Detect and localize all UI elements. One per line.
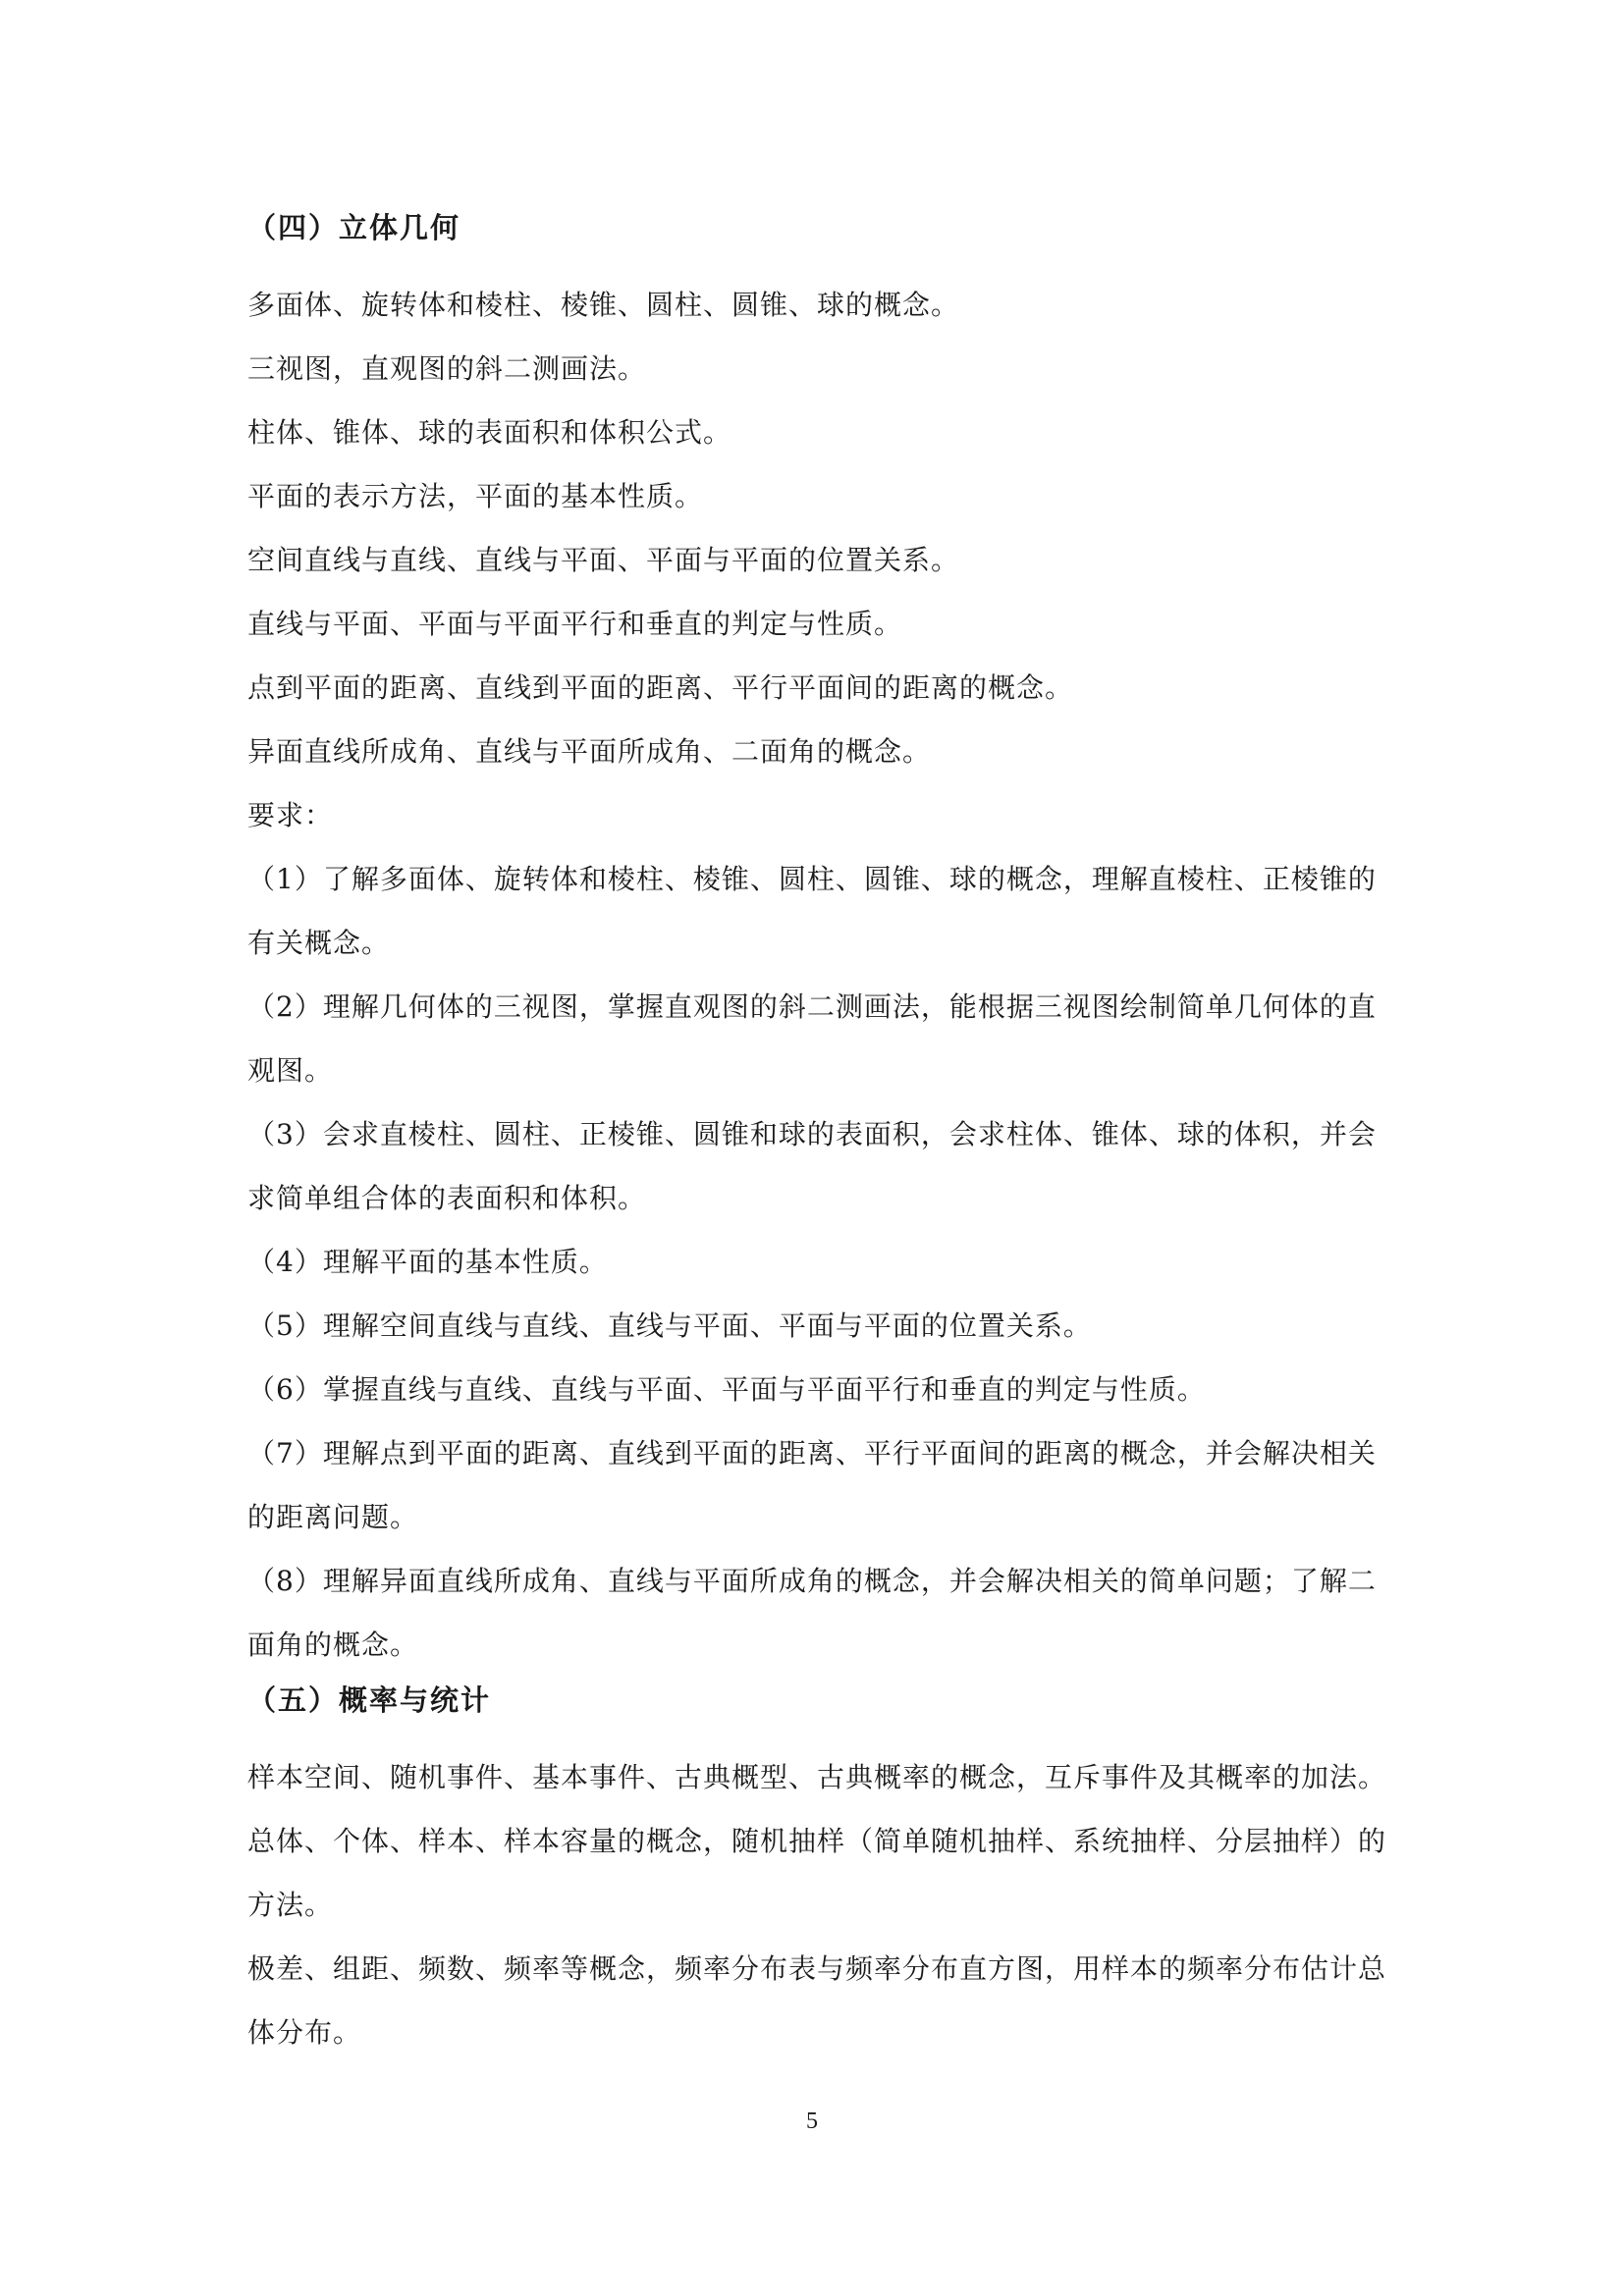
section-heading-solid-geometry: （四）立体几何 <box>247 211 461 244</box>
paragraph: 直线与平面、平面与平面平行和垂直的判定与性质。 <box>247 608 903 640</box>
requirement-item: （8）理解异面直线所成角、直线与平面所成角的概念，并会解决相关的简单问题；了解二面角的概念。 <box>247 1565 1377 1661</box>
section-heading-probability-statistics: （五）概率与统计 <box>247 1683 492 1717</box>
paragraph: 平面的表示方法，平面的基本性质。 <box>247 480 704 512</box>
paragraph: 三视图，直观图的斜二测画法。 <box>247 352 647 385</box>
page-number: 5 <box>806 2109 818 2134</box>
paragraph: 多面体、旋转体和棱柱、棱锥、圆柱、圆锥、球的概念。 <box>247 289 960 321</box>
requirements-label: 要求： <box>247 799 334 831</box>
requirement-item: （4）理解平面的基本性质。 <box>247 1246 608 1278</box>
paragraph: 样本空间、随机事件、基本事件、古典概型、古典概率的概念，互斥事件及其概率的加法。 <box>247 1761 1387 1793</box>
requirement-item: （1）了解多面体、旋转体和棱柱、棱锥、圆柱、圆锥、球的概念，理解直棱柱、正棱锥的有关概念。 <box>247 863 1377 959</box>
paragraph: 柱体、锥体、球的表面积和体积公式。 <box>247 416 732 449</box>
requirement-item: （5）理解空间直线与直线、直线与平面、平面与平面的位置关系。 <box>247 1309 1092 1342</box>
document-body <box>247 204 1386 2064</box>
paragraph: 点到平面的距离、直线到平面的距离、平行平面间的距离的概念。 <box>247 671 1074 704</box>
requirement-item: （2）理解几何体的三视图，掌握直观图的斜二测画法，能根据三视图绘制简单几何体的直观图。 <box>247 990 1377 1087</box>
paragraph: 异面直线所成角、直线与平面所成角、二面角的概念。 <box>247 735 932 768</box>
requirement-item: （6）掌握直线与直线、直线与平面、平面与平面平行和垂直的判定与性质。 <box>247 1373 1206 1406</box>
requirement-item: （7）理解点到平面的距离、直线到平面的距离、平行平面间的距离的概念，并会解决相关的距离问题。 <box>247 1437 1377 1533</box>
paragraph: 极差、组距、频数、频率等概念，频率分布表与频率分布直方图，用样本的频率分布估计总体分布。 <box>247 1952 1387 2049</box>
requirement-item: （3）会求直棱柱、圆柱、正棱锥、圆锥和球的表面积，会求柱体、锥体、球的体积，并会求简单组合体的表面积和体积。 <box>247 1118 1377 1214</box>
paragraph: 空间直线与直线、直线与平面、平面与平面的位置关系。 <box>247 544 960 576</box>
paragraph: 总体、个体、样本、样本容量的概念，随机抽样（简单随机抽样、系统抽样、分层抽样）的方法。 <box>247 1825 1387 1921</box>
